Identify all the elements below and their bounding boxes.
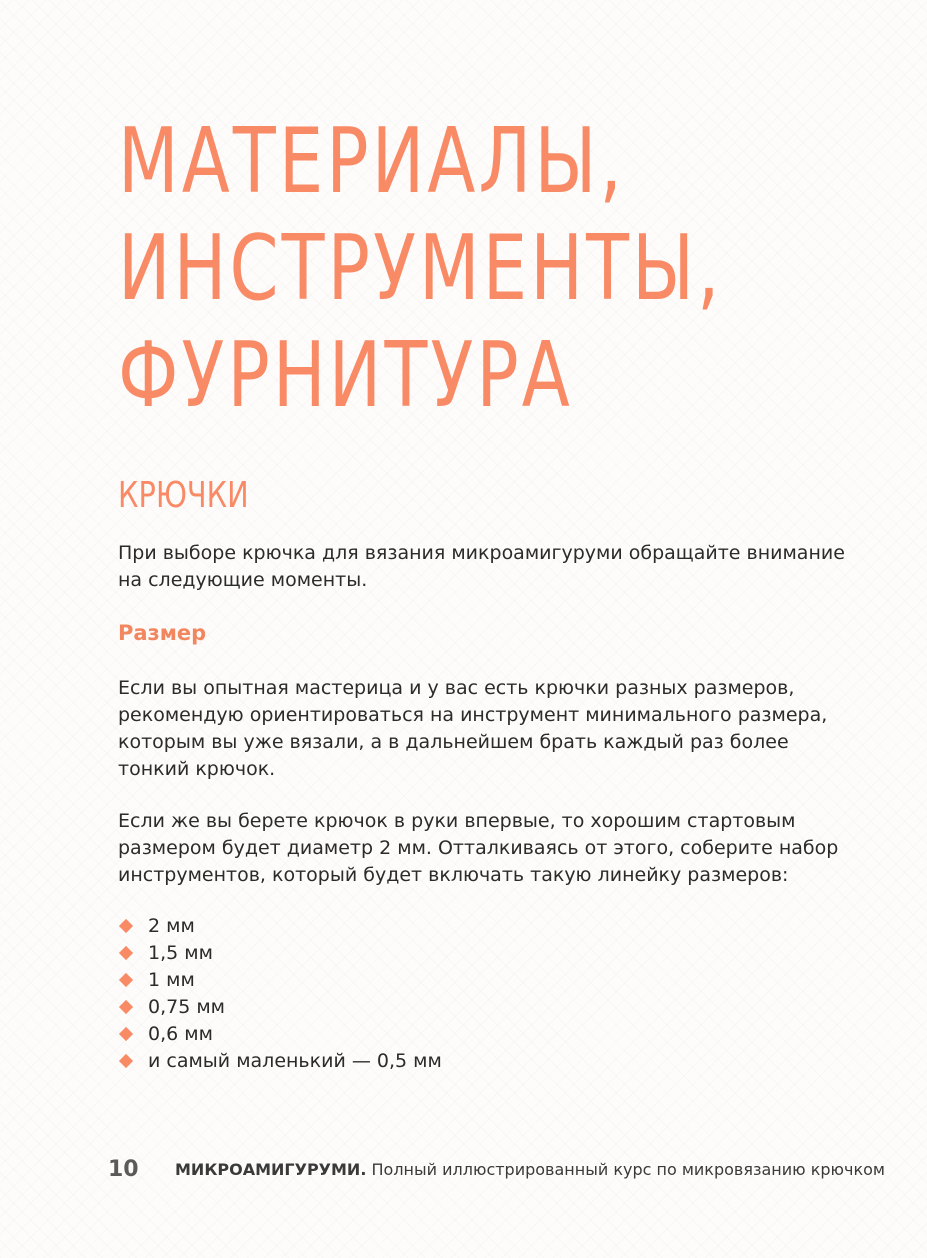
- list-item: [118, 1048, 442, 1075]
- list-item-text: 2 мм: [148, 915, 195, 937]
- page-title-line-1: МАТЕРИАЛЫ,: [118, 109, 625, 214]
- hook-size-list: [118, 913, 442, 1075]
- diamond-bullet-icon: [119, 1000, 133, 1014]
- list-item: [118, 967, 442, 994]
- diamond-bullet-icon: [119, 919, 133, 933]
- diamond-bullet-icon: [119, 1027, 133, 1041]
- list-item-text: и самый маленький — 0,5 мм: [148, 1050, 442, 1072]
- page-title-line-3: ФУРНИТУРА: [118, 323, 573, 428]
- list-item-text: 0,6 мм: [148, 1023, 213, 1045]
- paragraph-experienced: Если вы опытная мастерица и у вас есть крючки разных размеров, рекомендую ориентироваться на инструмент минимального размера, которым вы уже вязали, а в дальнейшем брать каждый раз более тонкий крючок.: [118, 677, 828, 780]
- page-title-line-2: ИНСТРУМЕНТЫ,: [118, 216, 723, 321]
- list-item: [118, 913, 442, 940]
- list-item: [118, 940, 442, 967]
- diamond-bullet-icon: [119, 973, 133, 987]
- diamond-bullet-icon: [119, 1054, 133, 1068]
- list-item: [118, 1021, 442, 1048]
- book-subtitle: Полный иллюстрированный курс по микровязанию крючком: [366, 1160, 885, 1179]
- diamond-bullet-icon: [119, 946, 133, 960]
- running-title: [175, 1159, 885, 1181]
- section-heading: КРЮЧКИ: [118, 475, 249, 516]
- list-item-text: 1,5 мм: [148, 942, 213, 964]
- book-title: МИКРОАМИГУРУМИ.: [175, 1160, 367, 1179]
- list-item: [118, 994, 442, 1021]
- page-number: 10: [108, 1157, 139, 1182]
- subsection-heading: Размер: [118, 621, 207, 645]
- list-item-text: 1 мм: [148, 969, 195, 991]
- intro-paragraph: При выборе крючка для вязания микроамигуруми обращайте внимание на следующие моменты.: [118, 542, 845, 591]
- page-title: [118, 108, 723, 429]
- list-item-text: 0,75 мм: [148, 996, 226, 1018]
- page-footer: [108, 1156, 885, 1184]
- paragraph-beginner: Если же вы берете крючок в руки впервые, то хорошим стартовым размером будет диаметр 2 мм. Отталкиваясь от этого, соберите набор инструментов, который будет включать такую линейку размеров:: [118, 810, 839, 886]
